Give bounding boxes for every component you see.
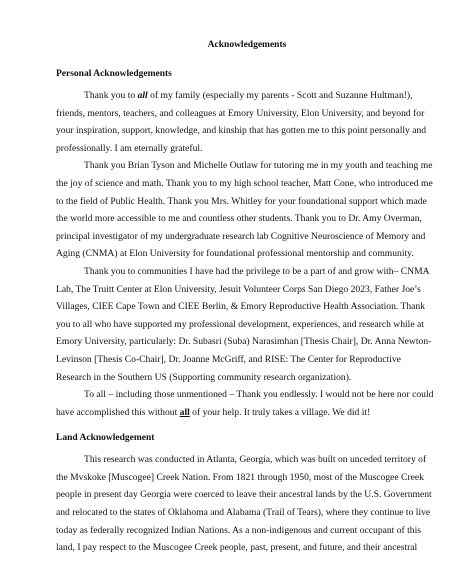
paragraph-tutors: Thank you Brian Tyson and Michelle Outlaw for tutoring me in my youth and teaching me the joy of science and math. Thank you to my high school teacher, Matt Cone, who introduced me to the field of Public Health. Thank you Mrs. Whitley for your foundational support which made the world more accessible to me and countless other students. Thank you to Dr. Amy Overman, principal investigator of my undergraduate research lab Cognitive Neuroscience of Memory and Aging (CNMA) at Elon University for foundational professional mentorship and community. (56, 160, 433, 260)
page-title: Acknowledgements (207, 40, 287, 50)
paragraph-communities: Thank you to communities I have had the privilege to be a part of and grow with– CNMA Lab, The Truitt Center at Elon University, Jesuit Volunteer Corps San Diego 2023, Father Joe’s Villages, CIEE Cape Town and CIEE Berlin, & Emory Reproductive Health Association. Thank you to all who have supported my professional development, experiences, and research while at Emory University, particularly: Dr. Subasri (Suba) Narasimhan [Thesis Chair], Dr. Anna Newton-Levinson [Thesis Co-Chair], Dr. Joanne McGriff, and RISE: The Center for Reproductive Research in the Southern US (Supporting community research organization). (56, 265, 432, 383)
section-heading-land: Land Acknowledgement (56, 433, 155, 444)
emphasis-all: all (137, 90, 148, 101)
section-heading-personal: Personal Acknowledgements (56, 69, 172, 79)
paragraph-text: Thank you to (84, 90, 138, 101)
paragraph-closing (56, 386, 438, 421)
paragraph-text: of my family (especially my parents - Scott and Suzanne Hultman!), friends, mentors, teachers, and colleagues at Emory University, Elon University, and beyond for your inspiration, support, knowledge, and kinship that has gotten me to this point personally and professionally. I am eternally grateful. (56, 90, 427, 154)
underlined-all: all (179, 406, 190, 418)
paragraph-family (56, 87, 438, 157)
paragraph-land: This research was conducted in Atlanta, Georgia, which was built on unceded territory of the Mvskoke [Muscogee] Creek Nation. From 1821 through 1950, most of the Muscogee Creek people in present day Georgia were coerced to leave their ancestral lands by the U.S. Government and relocated to the states of Oklahoma and Alabama (Trail of Tears), where they continue to live today as federally recognized Indian Nations. As a non-indigenous and current occupant of this land, I pay respect to the Muscogee Creek people, past, present, and future, and their ancestral (56, 454, 432, 554)
paragraph-text: To all – including those unmentioned – Thank you endlessly. I would not be here nor could have accomplished this without (56, 389, 434, 418)
paragraph-text: of your help. It truly takes a village. We did it! (189, 406, 371, 418)
